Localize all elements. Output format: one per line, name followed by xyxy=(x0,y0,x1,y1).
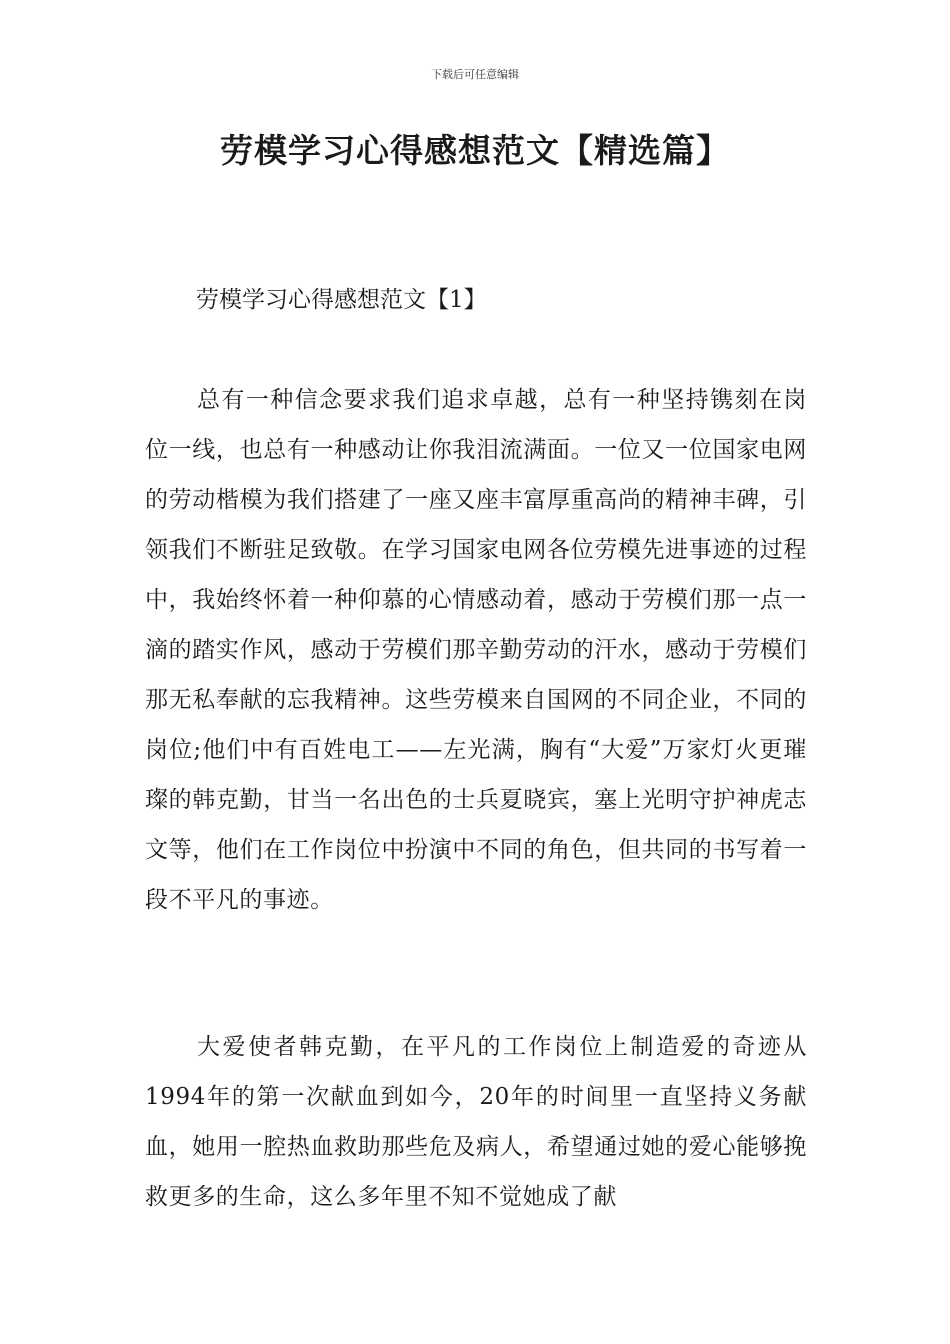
body-paragraph: 大爱使者韩克勤，在平凡的工作岗位上制造爱的奇迹从1994年的第一次献血到如今，20年的时间里一直坚持义务献血，她用一腔热血救助那些危及病人，希望通过她的爱心能够挽救更多的生命，这么多年里不知不觉她成了献 xyxy=(145,1034,807,1210)
body-paragraph-1-container xyxy=(145,375,807,925)
body-paragraph-2-container xyxy=(145,1022,807,1222)
header-note: 下载后可任意编辑 xyxy=(431,68,519,81)
section-heading: 劳模学习心得感想范文【1】 xyxy=(196,287,487,313)
body-paragraph: 总有一种信念要求我们追求卓越，总有一种坚持镌刻在岗位一线，也总有一种感动让你我泪流满面。一位又一位国家电网的劳动楷模为我们搭建了一座又座丰富厚重高尚的精神丰碑，引领我们不断驻足致敬。在学习国家电网各位劳模先进事迹的过程中，我始终怀着一种仰慕的心情感动着，感动于劳模们那一点一滴的踏实作风，感动于劳模们那辛勤劳动的汗水，感动于劳模们那无私奉献的忘我精神。这些劳模来自国网的不同企业，不同的岗位;他们中有百姓电工——左光满，胸有“大爱”万家灯火更璀璨的韩克勤，甘当一名出色的士兵夏晓宾，塞上光明守护神虎志文等，他们在工作岗位中扮演中不同的角色，但共同的书写着一段不平凡的事迹。 xyxy=(145,387,807,913)
document-title: 劳模学习心得感想范文【精选篇】 xyxy=(220,131,730,170)
